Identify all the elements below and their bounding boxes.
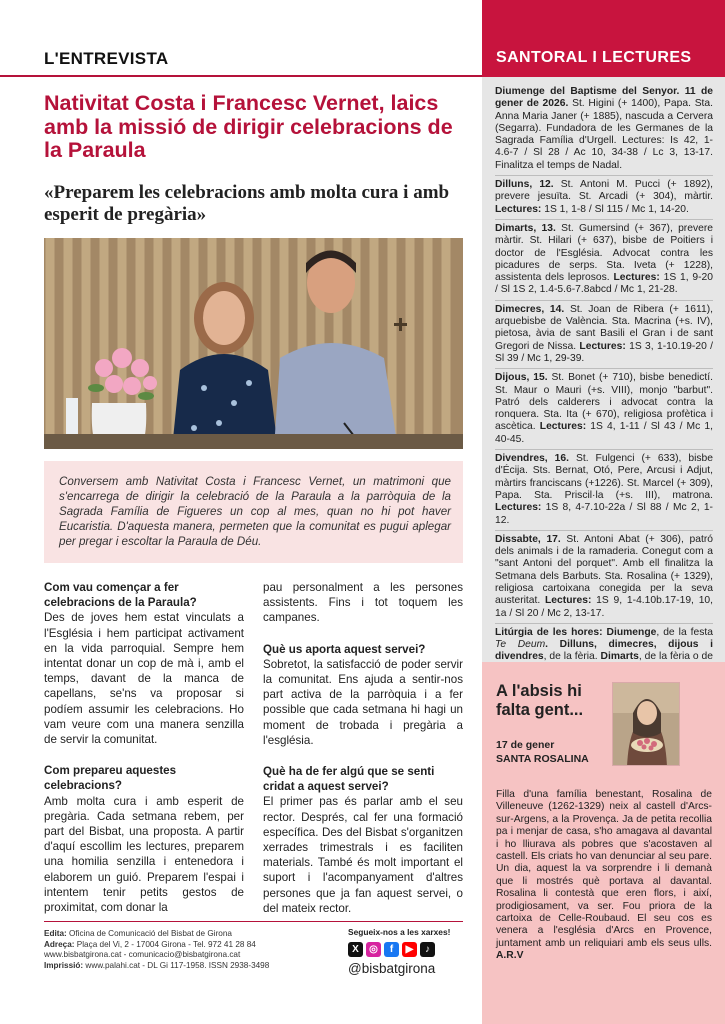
body-column-left [44,580,244,915]
footer-rule [44,921,463,922]
entry-lead: Lectures: [545,595,592,607]
santoral-entry [495,453,713,531]
edita-text: Oficina de Comunicació del Bisbat de Girona [66,929,232,938]
question-2: Com prepareu aquestes celebracions? [44,764,177,793]
entry-day: Dijous, 15. [495,372,548,384]
entry-text: St. Joan de Ribera (+ 1611), arquebisbe de València. Sta. Macrina (+s. IV), pietosa, àvia de sant Basili el Gran i de sant Gregori de Nissa. [495,303,714,352]
entry-text: , de la fèria o de [638,651,714,663]
entry-text: St. Gumersind (+ 367), prevere màrtir. St. Hilari (+ 637), bisbe de Poitiers i doctor de l'Església. Advocat contra les picadures de serps. Sta. Iveta (+ 1228), assistenta dels leprosos. [495,222,713,284]
social-label: Segueix-nos a les xarxes! [348,927,451,937]
question-3: Què us aporta aquest servei? [263,642,426,656]
entry-day: Diumenge del Baptisme del Senyor. 11 de gener de 2026. [495,86,713,110]
adreca-label: Adreça: [44,939,75,949]
social-block [348,927,468,976]
absis-saint-name: SANTA ROSALINA [496,753,589,765]
santoral-entry [495,179,713,220]
social-icons [348,942,468,957]
santoral-entry [495,534,713,624]
entry-lead: Lectures: [539,421,587,433]
entry-text: 1S 1, 9-20 / Sl 1S 2, 1.4-5.6-7.8abcd / Mc 1, 21-28. [495,272,713,296]
entry-day: Divendres, 16. [495,453,569,465]
answer-4: El primer pas és parlar amb el seu rector. Després, cal fer una formació específica. Des del Bisbat s'organitzen xerrades trimestrals i es faciliten materials. També és molt important el suport i l'acompanyament d'altres persones que ja fan aquest servei, o del mateix rector. [263,795,463,915]
absis-text [496,789,712,963]
santoral-entry [495,223,713,301]
entry-text: St. Fulgenci (+ 633), bisbe d'Écija. Sts. Bernat, Otó, Pere, Arcusi i Adjut, màrtirs franciscans (+1226). St. Marcel (+ 309), Papa. Sta. Priscil·la (+s. III), matrona. [495,453,714,501]
sidebar-header [482,0,725,77]
body-column-right [263,580,463,916]
entry-lead: Lectures: [495,502,542,514]
instagram-icon[interactable]: ◎ [366,942,381,957]
entry-text: St. Higini (+ 1400), Papa. Sta. Anna Maria Janer (+ 1885), nascuda a Cervera (Segarra). Fundadora de les Germanes de la Sagrada Família d'Urgell. Lectures: Is 42, 1-4.6-7 / Sl 28 / Ac 10, 34-38 / Lc 3, 13-17. Finalitza el temps de Nadal. [495,98,714,171]
absis-date: 17 de gener [496,739,555,751]
answer-2: Amb molta cura i amb esperit de pregària. Cada setmana rebem, per part del Bisbat, una proposta. A partir d'aquí escollim les lectures, preparem una homilia senzilla i entenedora i elaborem un guió. Preparem l'espai i intentem tenir petits gestos de proximitat, com donar la [44,794,244,915]
entry-day: Dimarts, 13. [495,222,556,234]
absis-box [482,662,725,1024]
entry-text: 1S 9, 1-4.10b.17-19, 10, 1a / Sl 20 / Mc 2, 13-17. [495,595,714,619]
imprint [44,929,344,971]
article-title: Nativitat Costa i Francesc Vernet, laics amb la missió de dirigir celebracions de la Paraula [44,91,453,162]
entry-lead: Dimarts [600,651,639,663]
entry-text: 1S 8, 4-7.10-22a / Sl 88 / Mc 2, 1-12. [495,502,713,526]
answer-1: Des de joves hem estat vinculats a l'Església i hem participat activament en la vida parroquial. Sempre hem intentat donar un cop de mà i, amb el temps, davant de la manca de capellans, se'ns va proposar si podíem assumir les celebracions. Ho vam veure com una manera senzilla de servir la comunitat. [44,611,244,747]
adreca-text: Plaça del Vi, 2 - 17004 Girona - Tel. 972 41 28 84 [74,939,256,949]
entry-text: 1S 4, 1-11 / Sl 43 / Mc 1, 40-45. [495,421,714,445]
santoral-list [495,86,713,682]
sidebar-title: SANTORAL I LECTURES [496,49,692,66]
absis-title: A l'absis hi falta gent... [496,682,584,719]
entry-lead: Lectures: [613,272,660,284]
entry-day: Dissabte, 17. [495,533,561,545]
entry-text: 1S 1, 1-8 / Sl 115 / Mc 1, 14-20. [541,203,689,215]
intro-text: Conversem amb Nativitat Costa i Francesc Vernet, un matrimoni que s'encarrega de dirigir la celebració de la Paraula a la parròquia de la Sagrada Família de Figueres un cop al mes, quan no hi pot haver Eucaristia. D'aquesta manera, permeten que la comunitat es pugui aplegar per pregar i escoltar la Paraula de Déu. [59,475,451,548]
intro-box [44,461,463,563]
santoral-entry [495,304,713,369]
impres-text: www.palahi.cat - DL Gi 117-1958. ISSN 2938-3498 [83,960,270,970]
entry-text: St. Antoni M. Pucci (+ 1892), prevere jesuïta. St. Arcadi (+ 304), màrtir. [495,179,713,203]
absis-signature: A.R.V [496,950,524,962]
sidebar [482,0,725,1024]
entry-text: , de la festa [656,626,713,638]
answer-3: Sobretot, la satisfacció de poder servir la comunitat. Ens ajuda a sentir-nos part activa de la parròquia i a fer possible que cada setmana hi hagi un moment de trobada i pregària a l'església. [263,657,463,747]
x-icon[interactable]: X [348,942,363,957]
entry-italic: Te Deum [495,639,546,651]
entry-day: Dimecres, 14. [495,303,565,315]
social-handle[interactable]: @bisbatgirona [348,961,436,976]
edita-label: Edita: [44,929,67,938]
entry-lead: . Dilluns, dimecres, dijous i divendres [495,639,713,663]
answer-2-continued: pau personalment a les persones assistents. Fins i tot toquem les campanes. [263,581,463,625]
saint-rosalina-image [612,682,680,766]
entry-text: 1S 3, 1-10.19-20 / Sl 39 / Mc 1, 29-39. [495,340,713,364]
entry-day: Dilluns, 12. [495,179,554,191]
absis-body: Filla d'una família benestant, Rosalina de Villeneuve (1262-1329) neix al castell d'Arcs-sur-Argens, a la Provença. Ja de petita recollia pa i menjar de casa, s'ho amagava al davantal i ho lliurava als pobres que s'acostaven al castell. Els criats ho van denunciar al seu pare. Un dia, aquest la va sorprendre i li demanà que li mostrés què portava al davantal. Rosalina li contestà que eren flors, i així, prodigiosament, va ser. Fou priora de la cartoixa de Celle-Roubaud. El seu cos es venera a l'església d'Arcs en Provence, juntament amb un reliquiari amb els seus ulls. [496,789,712,949]
tiktok-icon[interactable]: ♪ [420,942,435,957]
entry-day: Litúrgia de les hores: Diumenge [495,626,657,638]
section-label: L'ENTREVISTA [44,49,169,68]
header-rule [0,75,482,77]
entry-text: , de la fèria. [543,651,601,663]
entry-text: St. Antoni Abat (+ 306), patró dels animals i de la ramaderia. Conegut com a "sant Antoni del porquet". Amb ell finalitza la Setmana dels Barbuts. Sta. Rosalina (+ 1329), religiosa cartoixana conegida per la seva austeritat. [495,533,713,607]
facebook-icon[interactable]: f [384,942,399,957]
web-link[interactable]: www.bisbatgirona.cat - comunicacio@bisbatgirona.cat [44,950,241,960]
question-4: Què ha de fer algú que se senti cridat a aquest servei? [263,765,435,794]
entry-lead: Lectures: [579,340,626,352]
entry-lead: Lectures: [495,203,542,215]
santoral-entry [495,86,713,176]
entry-text: St. Bonet (+ 710), bisbe benedictí. St. Maur o Mauri (+s. VIII), monjo "barbut". Patró dels calderers i advocat contra la ronquera. Sta. Ita (+ 670), religiosa profètica i ascètica. [495,372,713,433]
youtube-icon[interactable]: ▶ [402,942,417,957]
impres-label: Imprissió: [44,960,84,970]
santoral-entry [495,372,713,450]
interview-photo [44,238,463,449]
article-subtitle: «Preparem les celebracions amb molta cura i amb esperit de pregària» [44,182,450,225]
question-1: Com vau començar a fer celebracions de la Paraula? [44,581,197,610]
